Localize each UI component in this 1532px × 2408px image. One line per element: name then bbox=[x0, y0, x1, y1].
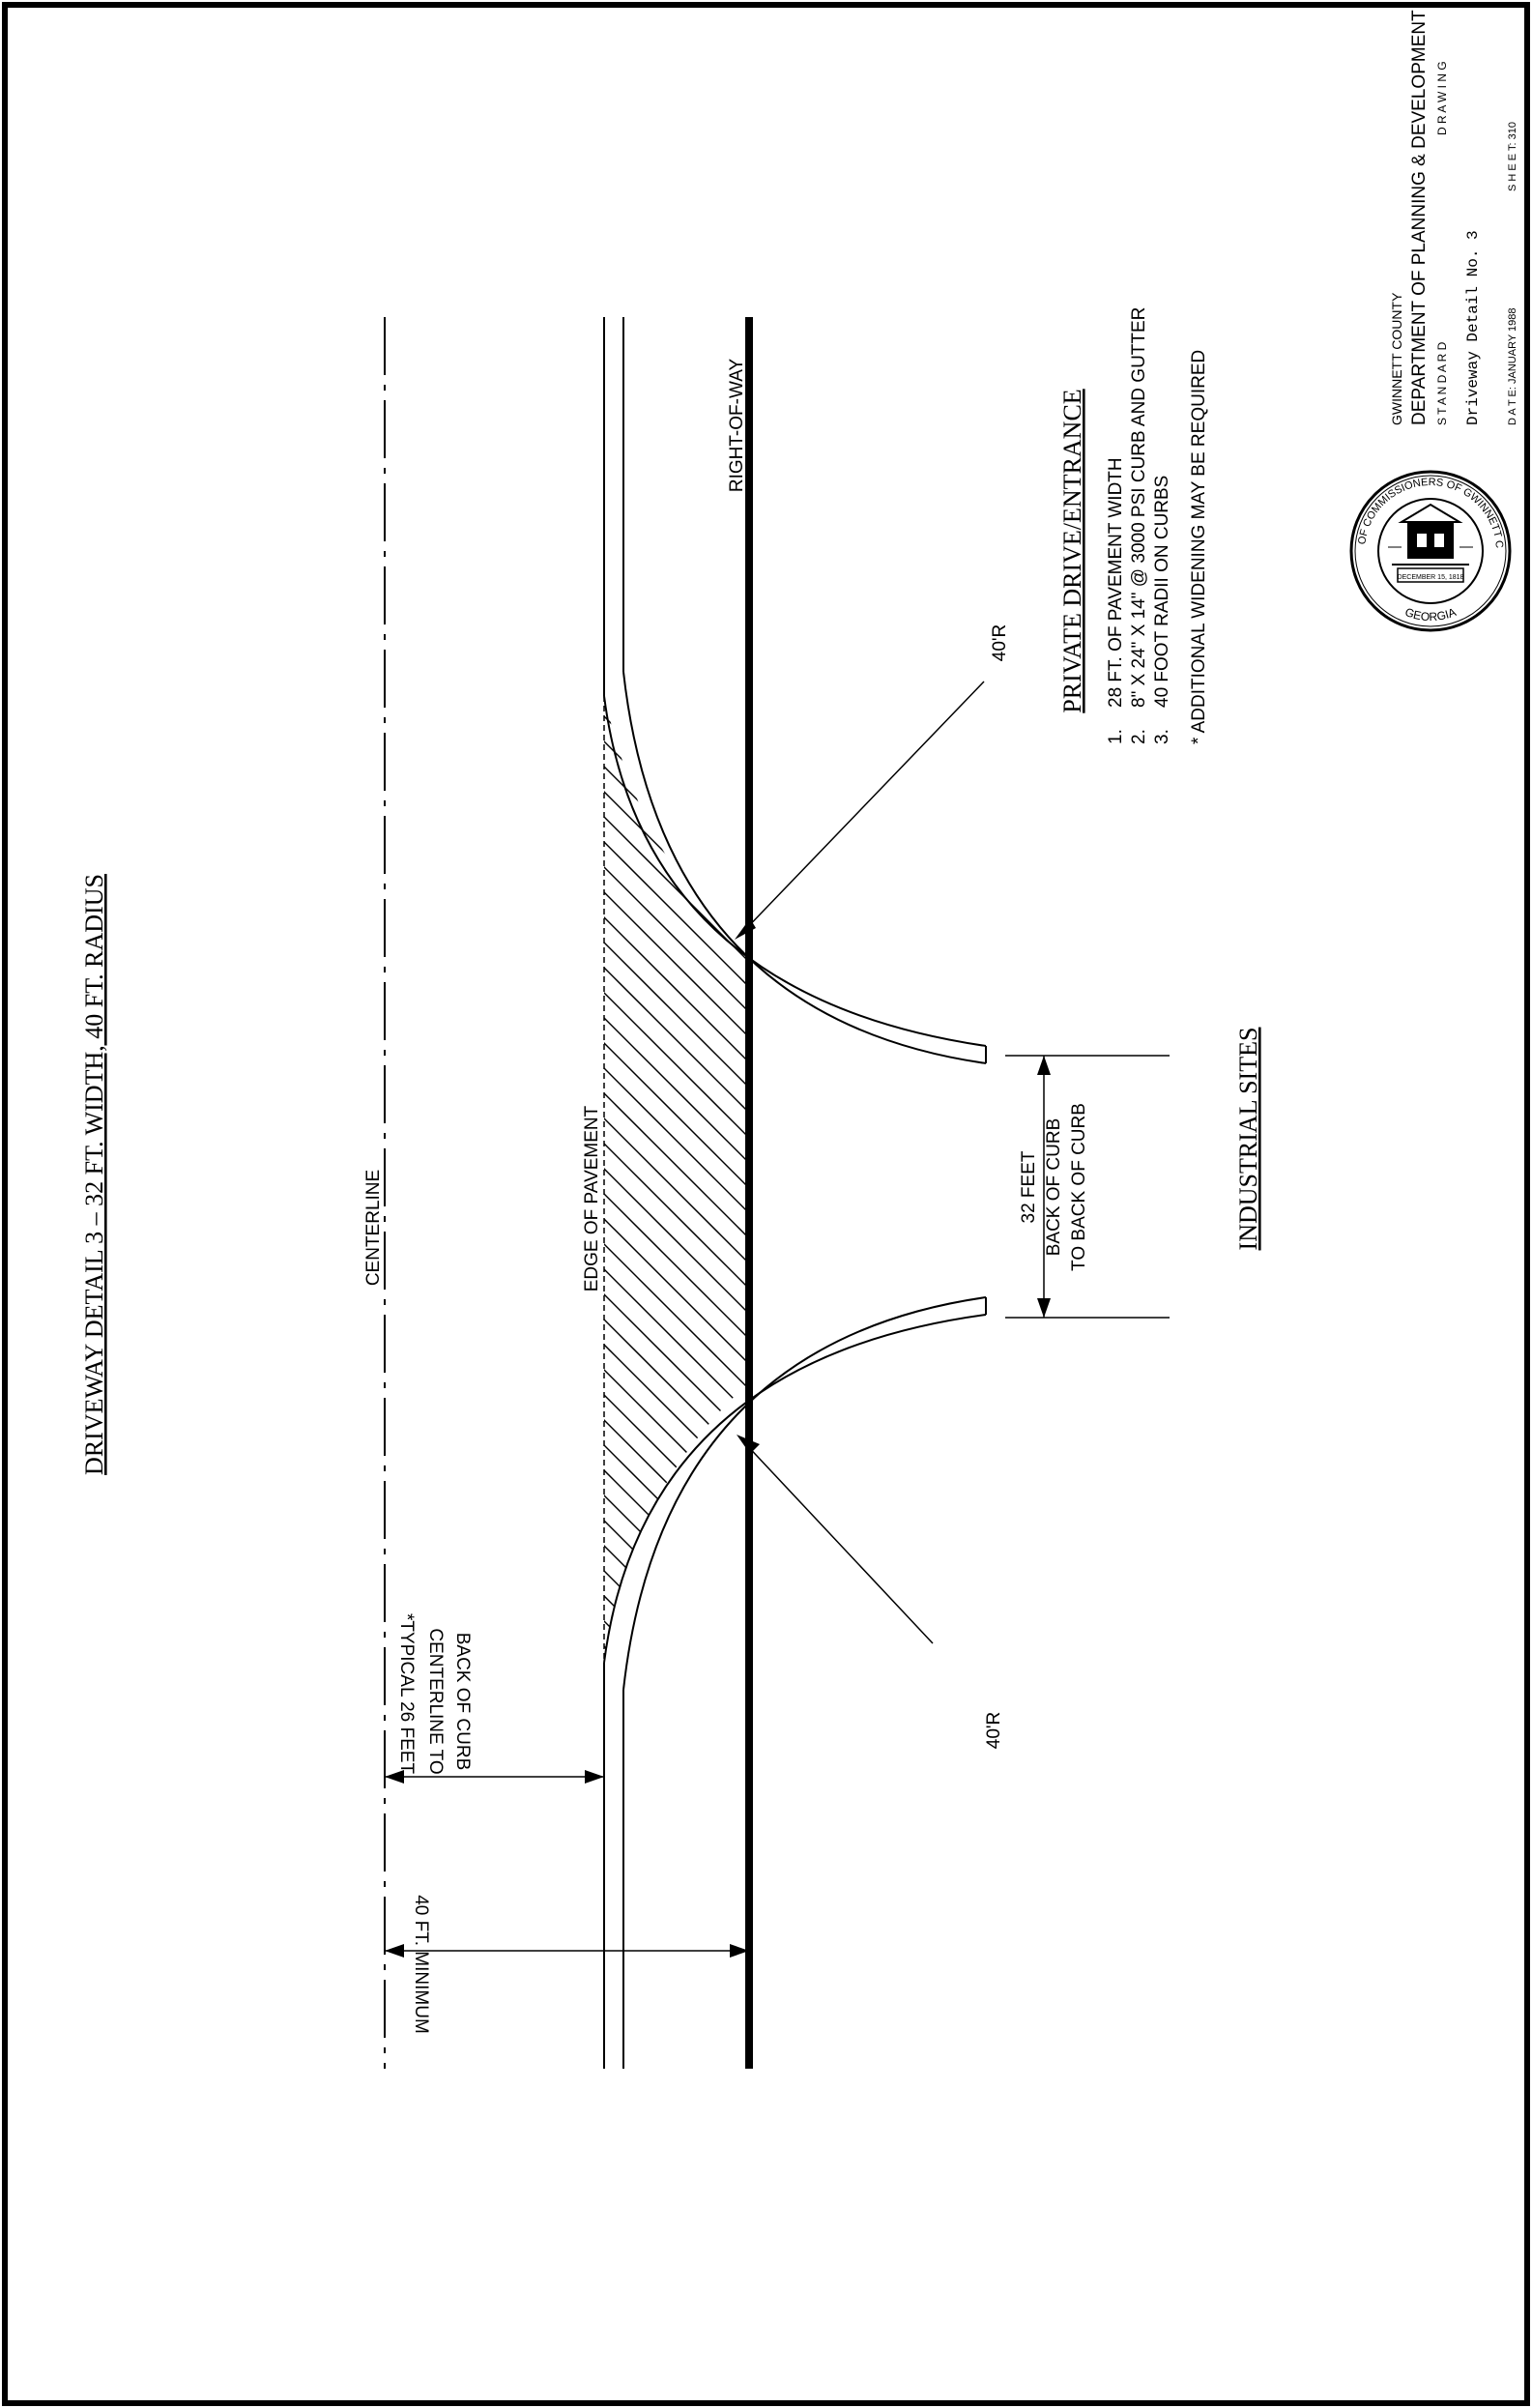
width-label-line1: 32 FEET bbox=[1019, 1150, 1039, 1224]
hatch-line bbox=[580, 692, 773, 885]
typical-arrow-right bbox=[585, 1770, 604, 1784]
hatch-line bbox=[580, 1647, 773, 1841]
hatch-line bbox=[580, 1145, 773, 1338]
radius-label-top: 40'R bbox=[990, 624, 1010, 662]
note-2-text: 8" X 24" X 14" @ 3000 PSI CURB AND GUTTER bbox=[1129, 306, 1149, 708]
hatch-line bbox=[580, 1572, 773, 1765]
title-block-drawing: D R A W I N G bbox=[1435, 61, 1449, 135]
hatch-line bbox=[580, 1697, 773, 1891]
width-label-line3: TO BACK OF CURB bbox=[1069, 1103, 1089, 1271]
pavement-hatch bbox=[580, 541, 773, 1991]
hatch-line bbox=[580, 1798, 773, 1991]
note-3-number: 3. bbox=[1152, 729, 1172, 744]
hatch-line bbox=[580, 1019, 773, 1212]
hatch-line bbox=[580, 818, 773, 1011]
typical-label-line1: *TYPICAL 26 FEET bbox=[396, 1612, 417, 1775]
width-label-line2: BACK OF CURB bbox=[1044, 1117, 1064, 1257]
hatch-line bbox=[580, 1522, 773, 1715]
hatch-line bbox=[580, 1270, 773, 1464]
hatch-line bbox=[580, 994, 773, 1187]
notes-footnote: * ADDITIONAL WIDENING MAY BE REQUIRED bbox=[1189, 349, 1209, 744]
hatch-line bbox=[580, 1547, 773, 1740]
hatch-line bbox=[580, 592, 773, 785]
hatch-line bbox=[580, 1044, 773, 1237]
hatch-line bbox=[580, 793, 773, 986]
note-3-text: 40 FOOT RADII ON CURBS bbox=[1152, 475, 1172, 708]
hatch-line bbox=[580, 541, 773, 735]
sheet-border bbox=[5, 5, 1527, 2403]
radius-leader-top bbox=[739, 682, 984, 936]
hatch-line bbox=[580, 969, 773, 1162]
hatch-line bbox=[580, 1748, 773, 1941]
hatch-line bbox=[580, 1446, 773, 1639]
hatch-line bbox=[580, 1421, 773, 1614]
hatch-line bbox=[580, 1496, 773, 1690]
hatch-line bbox=[580, 742, 773, 936]
title-block-standard: S T A N D A R D bbox=[1435, 341, 1449, 425]
notes-heading: PRIVATE DRIVE/ENTRANCE bbox=[1058, 389, 1086, 713]
title-block-department: DEPARTMENT OF PLANNING & DEVELOPMENT bbox=[1409, 10, 1430, 425]
hatch-line bbox=[580, 1672, 773, 1866]
centerline-label: CENTERLINE bbox=[363, 1169, 384, 1287]
seal-outer-text: OF COMMISSIONERS OF GWINNETT C bbox=[1356, 476, 1506, 549]
hatch-line bbox=[580, 1119, 773, 1313]
seal-state: GEORGIA bbox=[1402, 604, 1459, 624]
title-block-county: GWINNETT COUNTY bbox=[1389, 292, 1404, 425]
hatch-line bbox=[580, 642, 773, 835]
width-arrow-bottom bbox=[1037, 1298, 1051, 1318]
hatch-line bbox=[580, 1320, 773, 1514]
hatch-line bbox=[580, 868, 773, 1061]
hatch-line bbox=[580, 1597, 773, 1790]
hatch-line bbox=[580, 1622, 773, 1815]
hatch-line bbox=[580, 1396, 773, 1589]
edge-of-pavement-label: EDGE OF PAVEMENT bbox=[582, 1105, 602, 1292]
hatch-line bbox=[580, 1220, 773, 1413]
curb-return-top-back bbox=[604, 696, 986, 1046]
right-of-way-label: RIGHT-OF-WAY bbox=[727, 358, 747, 493]
note-2-number: 2. bbox=[1129, 729, 1149, 744]
hatch-line bbox=[580, 1245, 773, 1438]
hatch-line bbox=[580, 1295, 773, 1489]
hatch-line bbox=[580, 918, 773, 1112]
hatch-line bbox=[580, 893, 773, 1087]
hatch-line bbox=[580, 667, 773, 860]
hatch-line bbox=[580, 1773, 773, 1966]
minimum-arrow-left bbox=[385, 1944, 404, 1958]
hatch-line bbox=[580, 717, 773, 911]
county-seal bbox=[1351, 472, 1510, 630]
hatch-line bbox=[580, 1195, 773, 1388]
title-block-sheet: S H E E T: 310 bbox=[1507, 122, 1518, 191]
radius-label-bottom: 40'R bbox=[984, 1711, 1004, 1750]
typical-label-line3: BACK OF CURB bbox=[452, 1632, 473, 1771]
industrial-sites-label: INDUSTRIAL SITES bbox=[1234, 1027, 1262, 1251]
seal-banner: DECEMBER 15, 1818 bbox=[1397, 574, 1464, 581]
radius-leader-bottom bbox=[742, 1440, 933, 1643]
note-1-text: 28 FT. OF PAVEMENT WIDTH bbox=[1106, 457, 1126, 708]
title-block-detail-name: Driveway Detail No. 3 bbox=[1464, 230, 1482, 425]
hatch-line bbox=[580, 1094, 773, 1288]
hatch-line bbox=[580, 943, 773, 1137]
typical-label-line2: CENTERLINE TO bbox=[425, 1628, 446, 1775]
hatch-line bbox=[580, 1170, 773, 1363]
curb-return-bottom-face bbox=[623, 1297, 986, 1690]
width-arrow-top bbox=[1037, 1056, 1051, 1075]
hatch-line bbox=[580, 1371, 773, 1564]
minimum-label: 40 FT. MINIMUM bbox=[411, 1895, 431, 2034]
title-block-date: D A T E: JANUARY 1988 bbox=[1507, 307, 1518, 425]
hatch-line bbox=[580, 1069, 773, 1262]
hatch-line bbox=[580, 843, 773, 1036]
drawing-title: DRIVEWAY DETAIL 3 – 32 FT. WIDTH, 40 FT. RADIUS bbox=[80, 874, 108, 1475]
hatch-line bbox=[580, 617, 773, 810]
note-1-number: 1. bbox=[1106, 729, 1126, 744]
hatch-line bbox=[580, 1723, 773, 1916]
